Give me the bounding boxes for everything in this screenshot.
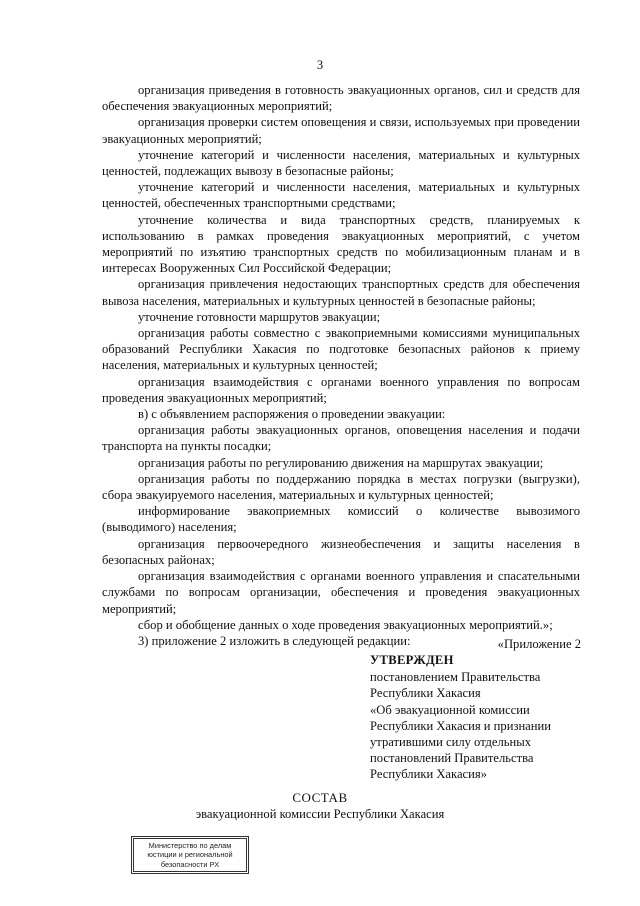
appendix-label: «Приложение 2 xyxy=(497,637,581,651)
paragraph: 3) приложение 2 изложить в следующей редакции: xyxy=(138,633,411,648)
approval-heading: УТВЕРЖДЕН xyxy=(370,653,454,667)
paragraph: организация работы по поддержанию порядка в местах погрузки (выгрузки), сбора эвакуируемого населения, материальных и культурных ценностей; xyxy=(102,471,580,503)
paragraph: информирование эвакоприемных комиссий о количестве вывозимого (выводимого) населения; xyxy=(102,504,580,535)
paragraph: организация работы по регулированию движения на маршрутах эвакуации; xyxy=(138,455,544,470)
document-body xyxy=(102,82,580,649)
approval-line: постановлением Правительства xyxy=(370,670,541,685)
section-subtitle: эвакуационной комиссии Республики Хакасия xyxy=(195,807,445,821)
stamp-line: безопасности РХ xyxy=(160,859,220,869)
paragraph: организация проверки систем оповещения и связи, используемых при проведении эвакуационных мероприятий; xyxy=(102,115,580,146)
paragraph: уточнение категорий и численности населения, материальных и культурных ценностей, обеспеченных транспортными средствами; xyxy=(102,180,580,211)
approval-line: Республики Хакасия и признании xyxy=(370,718,551,733)
paragraph: организация работы совместно с эвакоприемными комиссиями муниципальных образований Республики Хакасия по подготовке безопасных районов к приему населения, материальных и культурных ценностей; xyxy=(102,326,580,373)
stamp-line: юстиции и региональной xyxy=(147,850,233,860)
approval-line: утратившими силу отдельных xyxy=(370,735,532,750)
approval-block xyxy=(370,652,590,783)
approval-line: Республики Хакасия xyxy=(370,686,481,701)
approval-line: «Об эвакуационной комиссии xyxy=(370,702,530,717)
paragraph: сбор и обобщение данных о ходе проведения эвакуационных мероприятий.»; xyxy=(138,617,553,632)
section-title: СОСТАВ xyxy=(292,790,348,805)
page-number: 3 xyxy=(316,58,324,72)
paragraph: организация взаимодействия с органами военного управления по вопросам проведения эвакуационных мероприятий; xyxy=(102,374,580,405)
paragraph: организация привлечения недостающих транспортных средств для обеспечения вывоза населения, материальных и культурных ценностей в безопасные районы; xyxy=(102,277,580,308)
paragraph: организация приведения в готовность эвакуационных органов, сил и средств для обеспечения эвакуационных мероприятий; xyxy=(102,83,580,114)
approval-line: постановлений Правительства xyxy=(370,751,534,766)
paragraph: организация взаимодействия с органами военного управления и спасательными службами по вопросам организации, обеспечения и проведения эвакуационных мероприятий; xyxy=(102,569,580,616)
paragraph: организация первоочередного жизнеобеспечения и защиты населения в безопасных районах; xyxy=(102,536,580,567)
paragraph: уточнение количества и вида транспортных средств, планируемых к использованию в рамках проведения эвакуационных мероприятий, с учетом мероприятий по изъятию транспортных средств по мобилизационным планам и в интересах Вооруженных Сил Российской Федерации; xyxy=(102,212,580,276)
paragraph: организация работы эвакуационных органов, оповещения населения и подачи транспорта на пункты посадки; xyxy=(102,423,580,454)
paragraph: в) с объявлением распоряжения о проведении эвакуации: xyxy=(138,407,446,422)
paragraph: уточнение категорий и численности населения, материальных и культурных ценностей, подлежащих вывозу в безопасные районы; xyxy=(102,147,580,179)
ministry-stamp xyxy=(133,838,247,872)
stamp-line: Министерство по делам xyxy=(148,841,232,850)
approval-line: Республики Хакасия» xyxy=(370,767,487,782)
paragraph: уточнение готовности маршрутов эвакуации; xyxy=(138,309,381,324)
